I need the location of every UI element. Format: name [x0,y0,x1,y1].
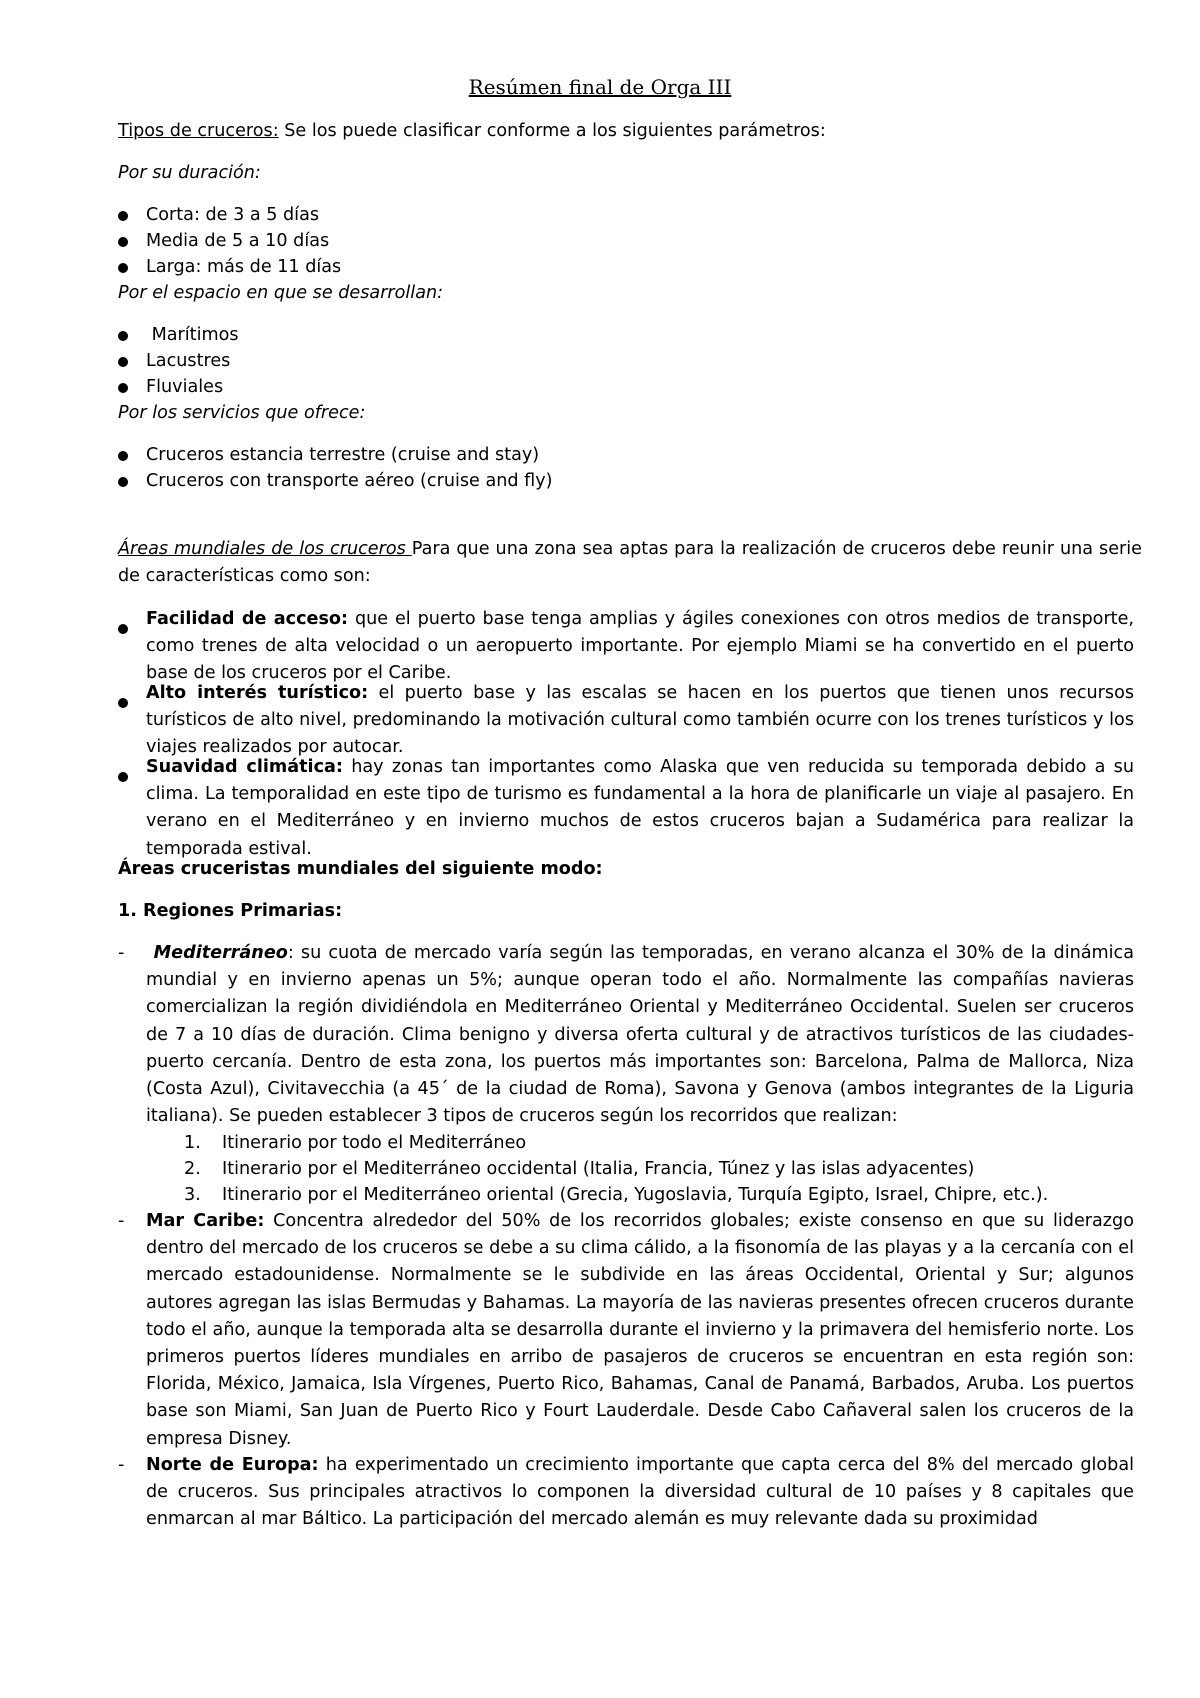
areas-label: Áreas mundiales de los cruceros [118,539,412,559]
bullet-icon [118,331,128,341]
region-mediterraneo: Mediterráneo: su cuota de mercado varía según las temporadas, en verano alcanza el 30% de la dinámica mundial y en invierno apenas un 5%; aunque operan todo el año. Normalmente las compañías navieras comercializan la región dividiéndola en Mediterráneo Oriental y Mediterráneo Occidental. Suelen ser cruceros de 7 a 10 días de duración. Clima benigno y diversa oferta cultural y de atractivos turísticos de las ciudades-puerto cercanía. Dentro de esta zona, los puertos más importantes son: Barcelona, Palma de Mallorca, Niza (Costa Azul), Civitavecchia (a 45´ de la ciudad de Roma), Savona y Genova (ambos integrantes de la Liguria italiana). Se pueden establecer 3 tipos de cruceros según los recorridos que realizan: [146,943,1135,1127]
bullet-icon [118,772,128,782]
intro-label: Tipos de cruceros: [118,121,279,141]
primary-regions-heading: 1. Regiones Primarias: [118,901,343,921]
itinerary-number: 3. [184,1185,201,1205]
list-item: Facilidad de acceso: que el puerto base tenga amplias y ágiles conexiones con otros medios de transporte, como trenes de alta velocidad o un aeropuerto importante. Por ejemplo Miami se ha convertido en el puerto base de los cruceros por el Caribe. [146,609,1134,684]
itinerary-item: Itinerario por todo el Mediterráneo [222,1133,527,1153]
region-norte-europa: Norte de Europa: ha experimentado un crecimiento importante que capta cerca del 8% del mercado global de cruceros. Sus principales atractivos lo componen la diversidad cultural de 10 países y 8 capitales que enmarcan al mar Báltico. La participación del mercado alemán es muy relevante dada su proximidad [146,1455,1134,1530]
bullet-icon [118,477,128,487]
services-heading: Por los servicios que ofrece: [118,403,366,423]
bullet-icon [118,451,128,461]
areas-text: Para que una zona sea aptas para la realización de cruceros debe reunir una serie de características como son: [118,539,1142,587]
intro-paragraph [118,118,1142,145]
itinerary-number: 2. [184,1159,201,1179]
itinerary-number: 1. [184,1133,201,1153]
intro-text: Se los puede clasificar conforme a los siguientes parámetros: [278,121,826,141]
list-item: Suavidad climática: hay zonas tan importantes como Alaska que ven reducida su temporada debido a su clima. La temporalidad en este tipo de turismo es fundamental a la hora de planificarle un viaje al pasajero. En verano en el Mediterráneo y en invierno muchos de estos cruceros bajan a Sudamérica para realizar la temporada estival. [146,757,1134,859]
cruise-areas-heading: Áreas cruceristas mundiales del siguiente modo: [118,859,603,879]
region-caribe: Mar Caribe: Concentra alrededor del 50% de los recorridos globales; existe consenso en que su liderazgo dentro del mercado de los cruceros se debe a su clima cálido, a la fisonomía de las playas y a la cercanía con el mercado estadounidense. Normalmente se le subdivide en las áreas Occidental, Oriental y Sur; algunos autores agregan las islas Bermudas y Bahamas. La mayoría de las navieras presentes ofrecen cruceros durante todo el año, aunque la temporada alta se desarrolla durante el invierno y la primavera del hemisferio norte. Los primeros puertos líderes mundiales en arribo de pasajeros de cruceros se encuentran en esta región son: Florida, México, Jamaica, Isla Vírgenes, Puerto Rico, Bahamas, Canal de Panamá, Barbados, Aruba. Los puertos base son Miami, San Juan de Puerto Rico y Fourt Lauderdale. Desde Cabo Cañaveral salen los cruceros de la empresa Disney. [146,1211,1134,1449]
itinerary-item: Itinerario por el Mediterráneo oriental (Grecia, Yugoslavia, Turquía Egipto, Israel, Chipre, etc.). [222,1185,1049,1205]
bullet-icon [118,383,128,393]
bullet-icon [118,237,128,247]
dash-marker: - [118,943,125,963]
bullet-icon [118,211,128,221]
dash-marker: - [118,1455,125,1475]
bullet-icon [118,263,128,273]
bullet-icon [118,698,128,708]
bullet-icon [118,624,128,634]
space-heading: Por el espacio en que se desarrollan: [118,283,444,303]
duration-heading: Por su duración: [118,163,261,183]
list-item: Alto interés turístico: el puerto base y las escalas se hacen en los puertos que tienen unos recursos turísticos de alto nivel, predominando la motivación cultural como también ocurre con los trenes turísticos y los viajes realizados por autocar. [146,683,1134,758]
bullet-icon [118,357,128,367]
itinerary-item: Itinerario por el Mediterráneo occidental (Italia, Francia, Túnez y las islas adyacentes) [222,1159,975,1179]
dash-marker: - [118,1211,125,1231]
areas-paragraph [118,536,1142,590]
document-page: Resúmen final de Orga III Tipos de cruceros: Se los puede clasificar conforme a los siguientes parámetros: Por su duración: Corta: de 3 a 5 días Media de 5 a 10 días Larga: más de 11 días Por el espacio en que se desarrollan: Marítimos Lacustres Fluviales Por los servicios que ofrece: Cruceros estancia terrestre (cruise and stay) Cruceros con transporte aéreo (cruise and fly) Áreas mundiales de los cruceros Para que una zona sea aptas para la realización de cruceros debe reunir una serie de características como son: Facilidad de acceso: que el puerto base tenga amplias y ágiles conexiones con otros medios de transporte, como trenes de alta velocidad o un aeropuerto importante. Por ejemplo Miami se ha convertido en el puerto base de los cruceros por el Caribe. Alto interés turístico: el puerto base y las escalas se hacen en los puertos que tienen unos recursos turísticos de alto nivel, predominando la motivación cultural como también ocurre con los trenes turísticos y los viajes realizados por autocar. Suavidad climática: hay zonas tan importantes como Alaska que ven reducida su temporada debido a su clima. La temporalidad en este tipo de turismo es fundamental a la hora de planificarle un viaje al pasajero. En verano en el Mediterráneo y en invierno muchos de estos cruceros bajan a Sudamérica para realizar la temporada estival. Áreas cruceristas mundiales del siguiente modo: 1. Regiones Primarias: - Mediterráneo: su cuota de mercado varía según las temporadas, en verano alcanza el 30% de la dinámica mundial y en invierno apenas un 5%; aunque operan todo el año. Normalmente las compañías navieras comercializan la región dividiéndola en Mediterráneo Oriental y Mediterráneo Occidental. Suelen ser cruceros de 7 a 10 días de duración. Clima benigno y diversa oferta cultural y de atractivos turísticos de las ciudades-puerto cercanía. Dentro de esta zona, los puertos más importantes son: Barcelona, Palma de Mallorca, Niza (Costa Azul), Civitavecchia (a 45´ de la ciudad de Roma), Savona y Genova (ambos integrantes de la Liguria italiana). Se pueden establecer 3 tipos de cruceros según los recorridos que realizan: 1. Itinerario por todo el Mediterráneo 2. Itinerario por el Mediterráneo occidental (Italia, Francia, Túnez y las islas adyacentes) 3. Itinerario por el Mediterráneo oriental (Grecia, Yugoslavia, Turquía Egipto, Israel, Chipre, etc.). - Mar Caribe: Concentra alrededor del 50% de los recorridos globales; existe consenso en que su liderazgo dentro del mercado de los cruceros se debe a su clima cálido, a la fisonomía de las playas y a la cercanía con el mercado estadounidense. Normalmente se le subdivide en las áreas Occidental, Oriental y Sur; algunos autores agregan las islas Bermudas y Bahamas. La mayoría de las navieras presentes ofrecen cruceros durante todo el año, aunque la temporada alta se desarrolla durante el invierno y la primavera del hemisferio norte. Los primeros puertos líderes mundiales en arribo de pasajeros de cruceros se encuentran en esta región son: Florida, México, Jamaica, Isla Vírgenes, Puerto Rico, Bahamas, Canal de Panamá, Barbados, Aruba. Los puertos base son Miami, San Juan de Puerto Rico y Fourt Lauderdale. Desde Cabo Cañaveral salen los cruceros de la empresa Disney. - Norte de Europa: ha experimentado un crecimiento importante que capta cerca del 8% del mercado global de cruceros. Sus principales atractivos lo componen la diversidad cultural de 10 países y 8 capitales que enmarcan al mar Báltico. La participación del mercado alemán es muy relevante dada su proximidad [0,0,1200,1698]
page-title: Resúmen final de Orga III [468,75,732,99]
